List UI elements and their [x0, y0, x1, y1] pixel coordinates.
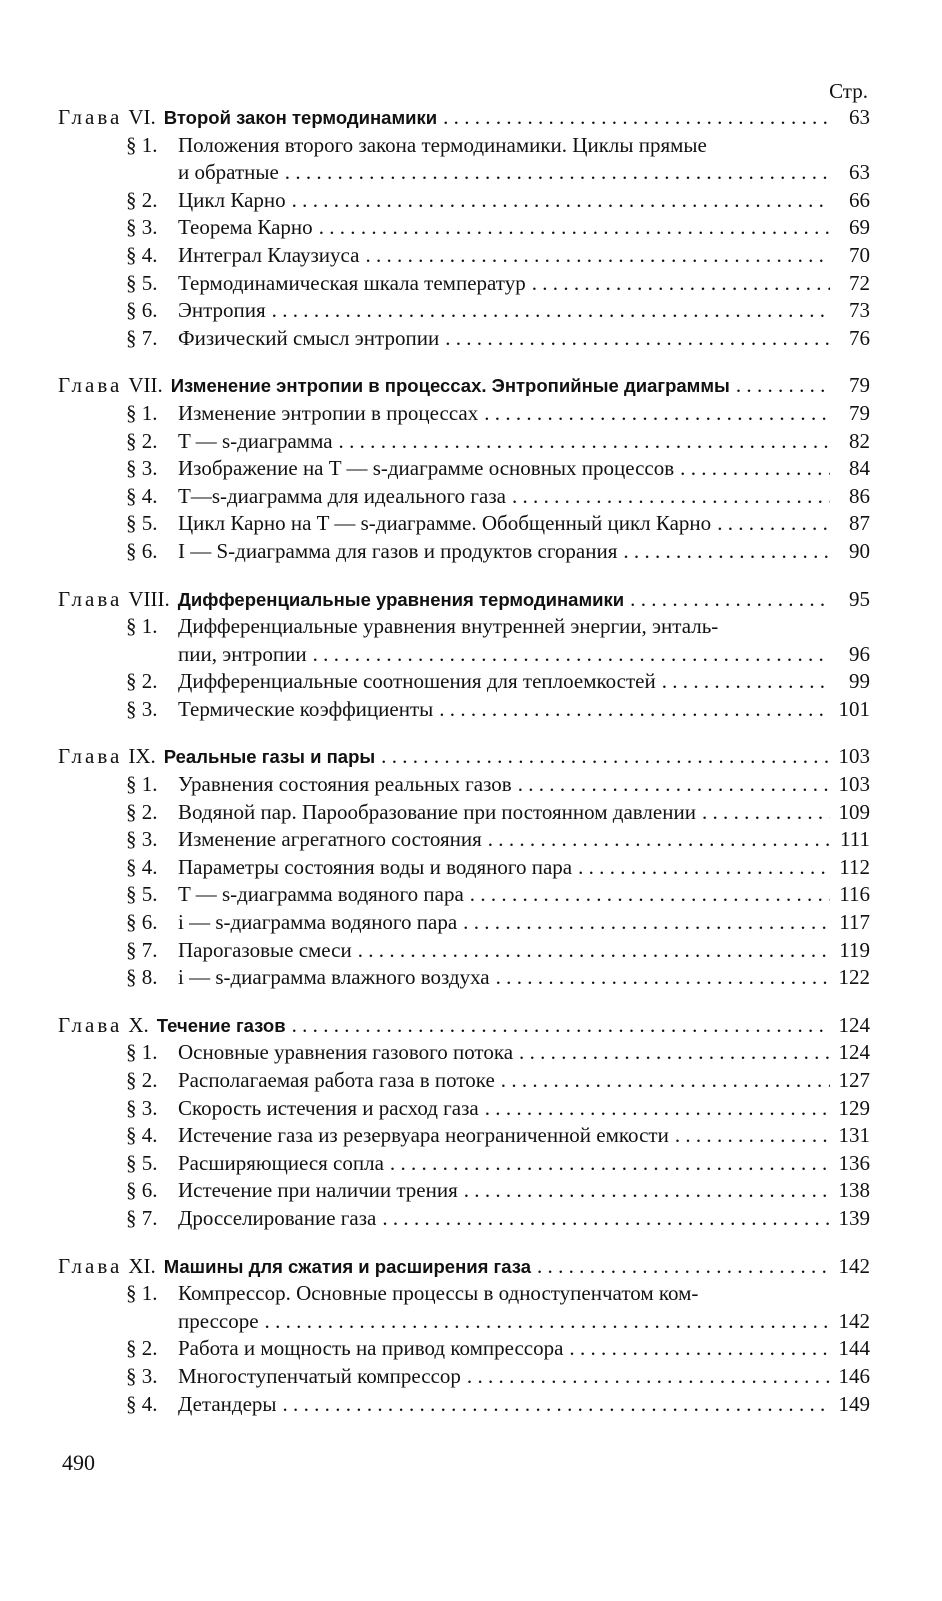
- section-heading-text: [126, 400, 478, 428]
- section-number: § 3.: [126, 215, 158, 240]
- section-title-line2: пии, энтропии: [178, 641, 307, 666]
- section-number: § 2.: [126, 1336, 158, 1361]
- leader-dots: [292, 187, 830, 215]
- leader-dots: [464, 1177, 830, 1205]
- section-heading-text: [126, 538, 617, 566]
- leader-dots: [467, 1363, 830, 1391]
- chapter-page-number: 95: [849, 586, 870, 611]
- chapter-heading[interactable]: [58, 586, 870, 614]
- chapter-label: Глава: [58, 105, 123, 129]
- section-page-number: 84: [849, 456, 870, 481]
- section-heading-text: [126, 1335, 563, 1363]
- chapter-number: VIII.: [128, 586, 170, 611]
- section-heading-text: [126, 881, 464, 909]
- leader-dots: [463, 909, 830, 937]
- section-entry[interactable]: [58, 455, 870, 483]
- section-title-line2: и обратные: [178, 160, 279, 185]
- section-page-number: 82: [849, 428, 870, 453]
- section-number: § 1.: [126, 614, 158, 639]
- chapter-title: Течение газов: [156, 1014, 286, 1036]
- leader-dots: [390, 1150, 830, 1178]
- section-page-number: 146: [838, 1363, 870, 1388]
- section-entry[interactable]: [58, 1039, 870, 1067]
- section-page-number: 117: [839, 910, 870, 935]
- section-entry[interactable]: [58, 937, 870, 965]
- section-number: § 2.: [126, 799, 158, 824]
- section-number: § 2.: [126, 187, 158, 212]
- leader-dots: [578, 854, 830, 882]
- section-heading-text: [126, 1150, 384, 1178]
- chapter-title: Машины для сжатия и расширения газа: [163, 1255, 532, 1277]
- page-column-header: Стр.: [829, 79, 868, 103]
- chapter-label: Глава: [58, 586, 123, 611]
- chapter-block: [58, 586, 870, 724]
- leader-dots: [339, 428, 830, 456]
- section-heading-text: [126, 964, 490, 992]
- section-heading-text: [126, 455, 674, 483]
- section-number: § 4.: [126, 483, 158, 508]
- section-number: § 8.: [126, 965, 158, 990]
- section-number: § 6.: [126, 910, 158, 935]
- leader-dots: [265, 1308, 830, 1336]
- section-number: § 5.: [126, 511, 158, 536]
- section-number: § 7.: [126, 325, 158, 350]
- section-number: § 3.: [126, 456, 158, 481]
- chapter-page-number: 103: [838, 744, 870, 769]
- section-title: Истечение при наличии трения: [178, 1178, 458, 1203]
- chapter-block: [58, 1012, 870, 1233]
- section-number: § 1.: [126, 772, 158, 797]
- section-number: § 6.: [126, 1178, 158, 1203]
- leader-dots: [519, 1039, 830, 1067]
- section-heading-text: [126, 483, 506, 511]
- leader-dots: [680, 455, 830, 483]
- chapter-number: IX.: [128, 744, 156, 769]
- section-entry[interactable]: [58, 1122, 870, 1150]
- section-entry[interactable]: [58, 613, 870, 668]
- section-entry[interactable]: [58, 187, 870, 215]
- section-page-number: 124: [838, 1040, 870, 1065]
- section-title: T—s-диаграмма для идеального газа: [178, 483, 506, 508]
- section-number: § 7.: [126, 937, 158, 962]
- section-page-number: 139: [838, 1205, 870, 1230]
- section-heading-text: [126, 854, 572, 882]
- section-page-number: 142: [838, 1308, 870, 1333]
- section-page-number: 103: [838, 772, 870, 797]
- section-number: § 2.: [126, 669, 158, 694]
- leader-dots: [488, 826, 830, 854]
- leader-dots: [675, 1122, 830, 1150]
- leader-dots: [496, 964, 830, 992]
- section-entry[interactable]: [58, 400, 870, 428]
- section-heading-text: [126, 325, 439, 353]
- section-entry[interactable]: [58, 297, 870, 325]
- leader-dots: [623, 538, 830, 566]
- leader-dots: [501, 1067, 830, 1095]
- section-title: i — s-диаграмма влажного воздуха: [178, 965, 490, 990]
- section-title: Многоступенчатый компрессор: [178, 1363, 461, 1388]
- chapter-block: [58, 372, 870, 565]
- chapter-number: X.: [128, 1012, 149, 1037]
- section-entry[interactable]: [58, 1335, 870, 1363]
- section-page-number: 149: [838, 1391, 870, 1416]
- section-title: Термические коэффициенты: [178, 696, 434, 721]
- leader-dots: [569, 1335, 830, 1363]
- leader-dots: [717, 510, 830, 538]
- section-title-line2: прессоре: [178, 1308, 259, 1333]
- chapter-page-number: 124: [838, 1012, 870, 1037]
- section-number: § 3.: [126, 696, 158, 721]
- leader-dots: [439, 696, 830, 724]
- section-title: Изменение агрегатного состояния: [178, 827, 482, 852]
- section-title: Цикл Карно: [178, 187, 286, 212]
- chapter-heading[interactable]: [58, 1253, 870, 1281]
- section-number: § 5.: [126, 1150, 158, 1175]
- section-title: Термодинамическая шкала температур: [178, 270, 526, 295]
- chapter-heading[interactable]: [58, 743, 870, 771]
- section-heading-text: [126, 1039, 513, 1067]
- section-number: § 4.: [126, 1123, 158, 1148]
- leader-dots: [630, 586, 830, 614]
- section-number: § 7.: [126, 1205, 158, 1230]
- section-title: Физический смысл энтропии: [178, 325, 440, 350]
- section-page-number: 129: [838, 1095, 870, 1120]
- leader-dots: [272, 297, 830, 325]
- leader-dots: [283, 1391, 830, 1419]
- chapter-label: Глава: [58, 373, 123, 398]
- section-entry[interactable]: [58, 696, 870, 724]
- section-page-number: 136: [838, 1150, 870, 1175]
- section-page-number: 73: [849, 298, 870, 323]
- section-heading-text: [126, 1122, 669, 1150]
- leader-dots: [537, 1253, 830, 1281]
- section-heading-text: [126, 668, 656, 696]
- section-page-number: 72: [849, 270, 870, 295]
- section-heading-text: [126, 1363, 461, 1391]
- section-title: Дросселирование газа: [178, 1205, 377, 1230]
- leader-dots: [532, 270, 830, 298]
- section-page-number: 101: [838, 696, 870, 721]
- chapter-heading-text: [58, 104, 437, 132]
- section-title: Парогазовые смеси: [178, 937, 352, 962]
- section-entry[interactable]: [58, 1391, 870, 1419]
- chapter-label: Глава: [58, 1012, 123, 1037]
- chapter-block: [58, 743, 870, 991]
- section-heading-text: [126, 214, 313, 242]
- section-title: Располагаемая работа газа в потоке: [178, 1068, 495, 1092]
- leader-dots: [445, 325, 830, 353]
- section-title: Изменение энтропии в процессах: [178, 400, 479, 425]
- section-page-number: 131: [838, 1123, 870, 1148]
- section-page-number: 122: [838, 965, 870, 990]
- section-heading-text: [126, 187, 286, 215]
- section-number: § 5.: [126, 882, 158, 907]
- section-page-number: 96: [849, 641, 870, 666]
- section-number: § 6.: [126, 538, 158, 563]
- leader-dots: [358, 937, 830, 965]
- section-heading-text: [126, 428, 333, 456]
- chapter-heading[interactable]: [58, 372, 870, 400]
- chapter-title: Дифференциальные уравнения термодинамики: [177, 588, 625, 610]
- section-page-number: 111: [840, 827, 870, 852]
- chapter-heading-text: [58, 1012, 286, 1040]
- section-entry[interactable]: [58, 132, 870, 187]
- table-of-contents: [58, 78, 870, 1418]
- section-page-number: 70: [849, 242, 870, 267]
- leader-dots: [313, 641, 830, 669]
- leader-dots: [485, 1095, 830, 1123]
- chapter-title: Реальные газы и пары: [163, 746, 376, 768]
- section-title: Дифференциальные соотношения для теплоемкостей: [178, 669, 656, 694]
- section-heading-text: [126, 270, 526, 298]
- leader-dots: [382, 1205, 830, 1233]
- section-title: I — S-диаграмма для газов и продуктов сгорания: [178, 538, 618, 563]
- section-title: Детандеры: [178, 1391, 277, 1416]
- section-heading-text: [126, 909, 457, 937]
- section-page-number: 76: [849, 325, 870, 350]
- section-page-number: 138: [838, 1178, 870, 1203]
- section-page-number: 69: [849, 215, 870, 240]
- section-page-number: 86: [849, 483, 870, 508]
- chapter-page-number: 142: [838, 1253, 870, 1278]
- section-title: Параметры состояния воды и водяного пара: [178, 854, 573, 879]
- section-page-number: 116: [839, 882, 870, 907]
- section-title: Водяной пар. Парообразование при постоянном давлении: [178, 799, 696, 824]
- section-entry[interactable]: [58, 799, 870, 827]
- chapter-block: [58, 1253, 870, 1419]
- leader-dots: [484, 400, 830, 428]
- leader-dots: [365, 242, 830, 270]
- section-heading-text: [126, 696, 433, 724]
- section-heading-text: [126, 1391, 277, 1419]
- section-title: Скорость истечения и расход газа: [178, 1095, 479, 1120]
- chapter-number: VII.: [128, 373, 163, 398]
- section-heading-text: [126, 799, 696, 827]
- section-title: Интеграл Клаузиуса: [178, 242, 360, 267]
- section-page-number: 99: [849, 669, 870, 694]
- section-title-line1: Компрессор. Основные процессы в одноступенчатом ком-: [178, 1281, 699, 1306]
- section-page-number: 79: [849, 400, 870, 425]
- section-title-line1: Дифференциальные уравнения внутренней энергии, энталь-: [178, 614, 719, 639]
- section-number: § 1.: [126, 400, 158, 425]
- section-heading-text: [126, 771, 512, 799]
- section-heading-text: [126, 1177, 458, 1205]
- section-entry[interactable]: [58, 242, 870, 270]
- section-heading-text: [126, 297, 266, 325]
- section-number: § 1.: [126, 132, 158, 157]
- leader-dots: [443, 104, 830, 132]
- chapter-heading-text: [58, 743, 375, 771]
- section-entry[interactable]: [58, 1280, 870, 1335]
- section-entry[interactable]: [58, 1177, 870, 1205]
- section-number: § 4.: [126, 1391, 158, 1416]
- leader-dots: [702, 799, 830, 827]
- section-entry[interactable]: [58, 214, 870, 242]
- section-page-number: 119: [839, 937, 870, 962]
- chapter-number: VI.: [128, 105, 156, 129]
- section-number: § 2.: [126, 1068, 158, 1092]
- page-number: 490: [62, 1450, 95, 1475]
- section-entry[interactable]: [58, 510, 870, 538]
- section-entry[interactable]: [58, 1205, 870, 1233]
- section-title: i — s-диаграмма водяного пара: [178, 910, 458, 935]
- section-title: Теорема Карно: [178, 215, 313, 240]
- section-heading-text: [126, 826, 482, 854]
- chapter-number: XI.: [128, 1253, 156, 1278]
- section-entry[interactable]: [58, 428, 870, 456]
- section-entry[interactable]: [58, 1150, 870, 1178]
- chapter-label: Глава: [58, 744, 123, 769]
- section-number: § 3.: [126, 1095, 158, 1120]
- section-page-number: 112: [839, 854, 870, 879]
- section-title: Цикл Карно на T — s-диаграмме. Обобщенный цикл Карно: [178, 511, 712, 536]
- leader-dots: [285, 159, 830, 187]
- section-entry[interactable]: [58, 1095, 870, 1123]
- chapter-page-number: 79: [849, 373, 870, 398]
- section-entry[interactable]: [58, 1067, 870, 1095]
- section-heading-text: [126, 1095, 479, 1123]
- section-page-number: 109: [838, 799, 870, 824]
- section-number: § 4.: [126, 242, 158, 267]
- section-heading-text: [126, 242, 359, 270]
- chapter-heading[interactable]: [58, 1012, 870, 1040]
- section-heading-text: [126, 937, 352, 965]
- section-title: Основные уравнения газового потока: [178, 1040, 514, 1065]
- section-heading-text: [126, 1205, 376, 1233]
- section-title: Изображение на T — s-диаграмме основных процессов: [178, 456, 675, 481]
- chapter-heading-text: [58, 586, 624, 614]
- chapter-heading-text: [58, 372, 730, 400]
- section-title: Работа и мощность на привод компрессора: [178, 1336, 564, 1361]
- chapter-title: Изменение энтропии в процессах. Энтропийные диаграммы: [170, 375, 730, 397]
- section-number: § 3.: [126, 1363, 158, 1388]
- section-title: T — s-диаграмма водяного пара: [178, 882, 464, 907]
- section-entry[interactable]: [58, 854, 870, 882]
- leader-dots: [381, 743, 830, 771]
- section-page-number: 66: [849, 187, 870, 212]
- section-page-number: 144: [838, 1336, 870, 1361]
- chapter-heading-text: [58, 1253, 531, 1281]
- section-number: § 1.: [126, 1281, 158, 1306]
- section-entry[interactable]: [58, 881, 870, 909]
- section-number: § 3.: [126, 827, 158, 852]
- section-entry[interactable]: [58, 483, 870, 511]
- section-entry[interactable]: [58, 1363, 870, 1391]
- section-page-number: 90: [849, 538, 870, 563]
- section-title: Истечение газа из резервуара неограниченной емкости: [178, 1123, 669, 1148]
- section-number: § 1.: [126, 1040, 158, 1065]
- leader-dots: [470, 881, 830, 909]
- chapter-page-number: 63: [849, 105, 870, 129]
- section-number: § 4.: [126, 854, 158, 879]
- section-number: § 5.: [126, 270, 158, 295]
- leader-dots: [292, 1012, 830, 1040]
- section-heading-text: [126, 1067, 495, 1095]
- section-title: Уравнения состояния реальных газов: [178, 772, 512, 797]
- leader-dots: [319, 214, 830, 242]
- section-page-number: 63: [849, 160, 870, 185]
- chapter-label: Глава: [58, 1253, 123, 1278]
- leader-dots: [662, 668, 830, 696]
- section-entry[interactable]: [58, 270, 870, 298]
- section-entry[interactable]: [58, 964, 870, 992]
- section-title: Расширяющиеся сопла: [178, 1150, 384, 1175]
- chapter-block: [58, 104, 870, 352]
- chapter-title: Второй закон термодинамики: [163, 107, 438, 128]
- chapter-heading[interactable]: [58, 104, 870, 132]
- leader-dots: [736, 372, 830, 400]
- section-entry[interactable]: [58, 909, 870, 937]
- section-title: Энтропия: [178, 298, 266, 323]
- leader-dots: [512, 483, 830, 511]
- section-entry[interactable]: [58, 325, 870, 353]
- section-number: § 6.: [126, 298, 158, 323]
- section-page-number: 87: [849, 511, 870, 536]
- section-entry[interactable]: [58, 538, 870, 566]
- section-page-number: 127: [838, 1068, 870, 1092]
- section-entry[interactable]: [58, 771, 870, 799]
- section-entry[interactable]: [58, 668, 870, 696]
- section-title: T — s-диаграмма: [178, 428, 333, 453]
- section-number: § 2.: [126, 428, 158, 453]
- section-entry[interactable]: [58, 826, 870, 854]
- chapter-list: [58, 104, 870, 1418]
- leader-dots: [518, 771, 830, 799]
- section-title-line1: Положения второго закона термодинамики. Циклы прямые: [178, 132, 707, 157]
- section-heading-text: [126, 510, 711, 538]
